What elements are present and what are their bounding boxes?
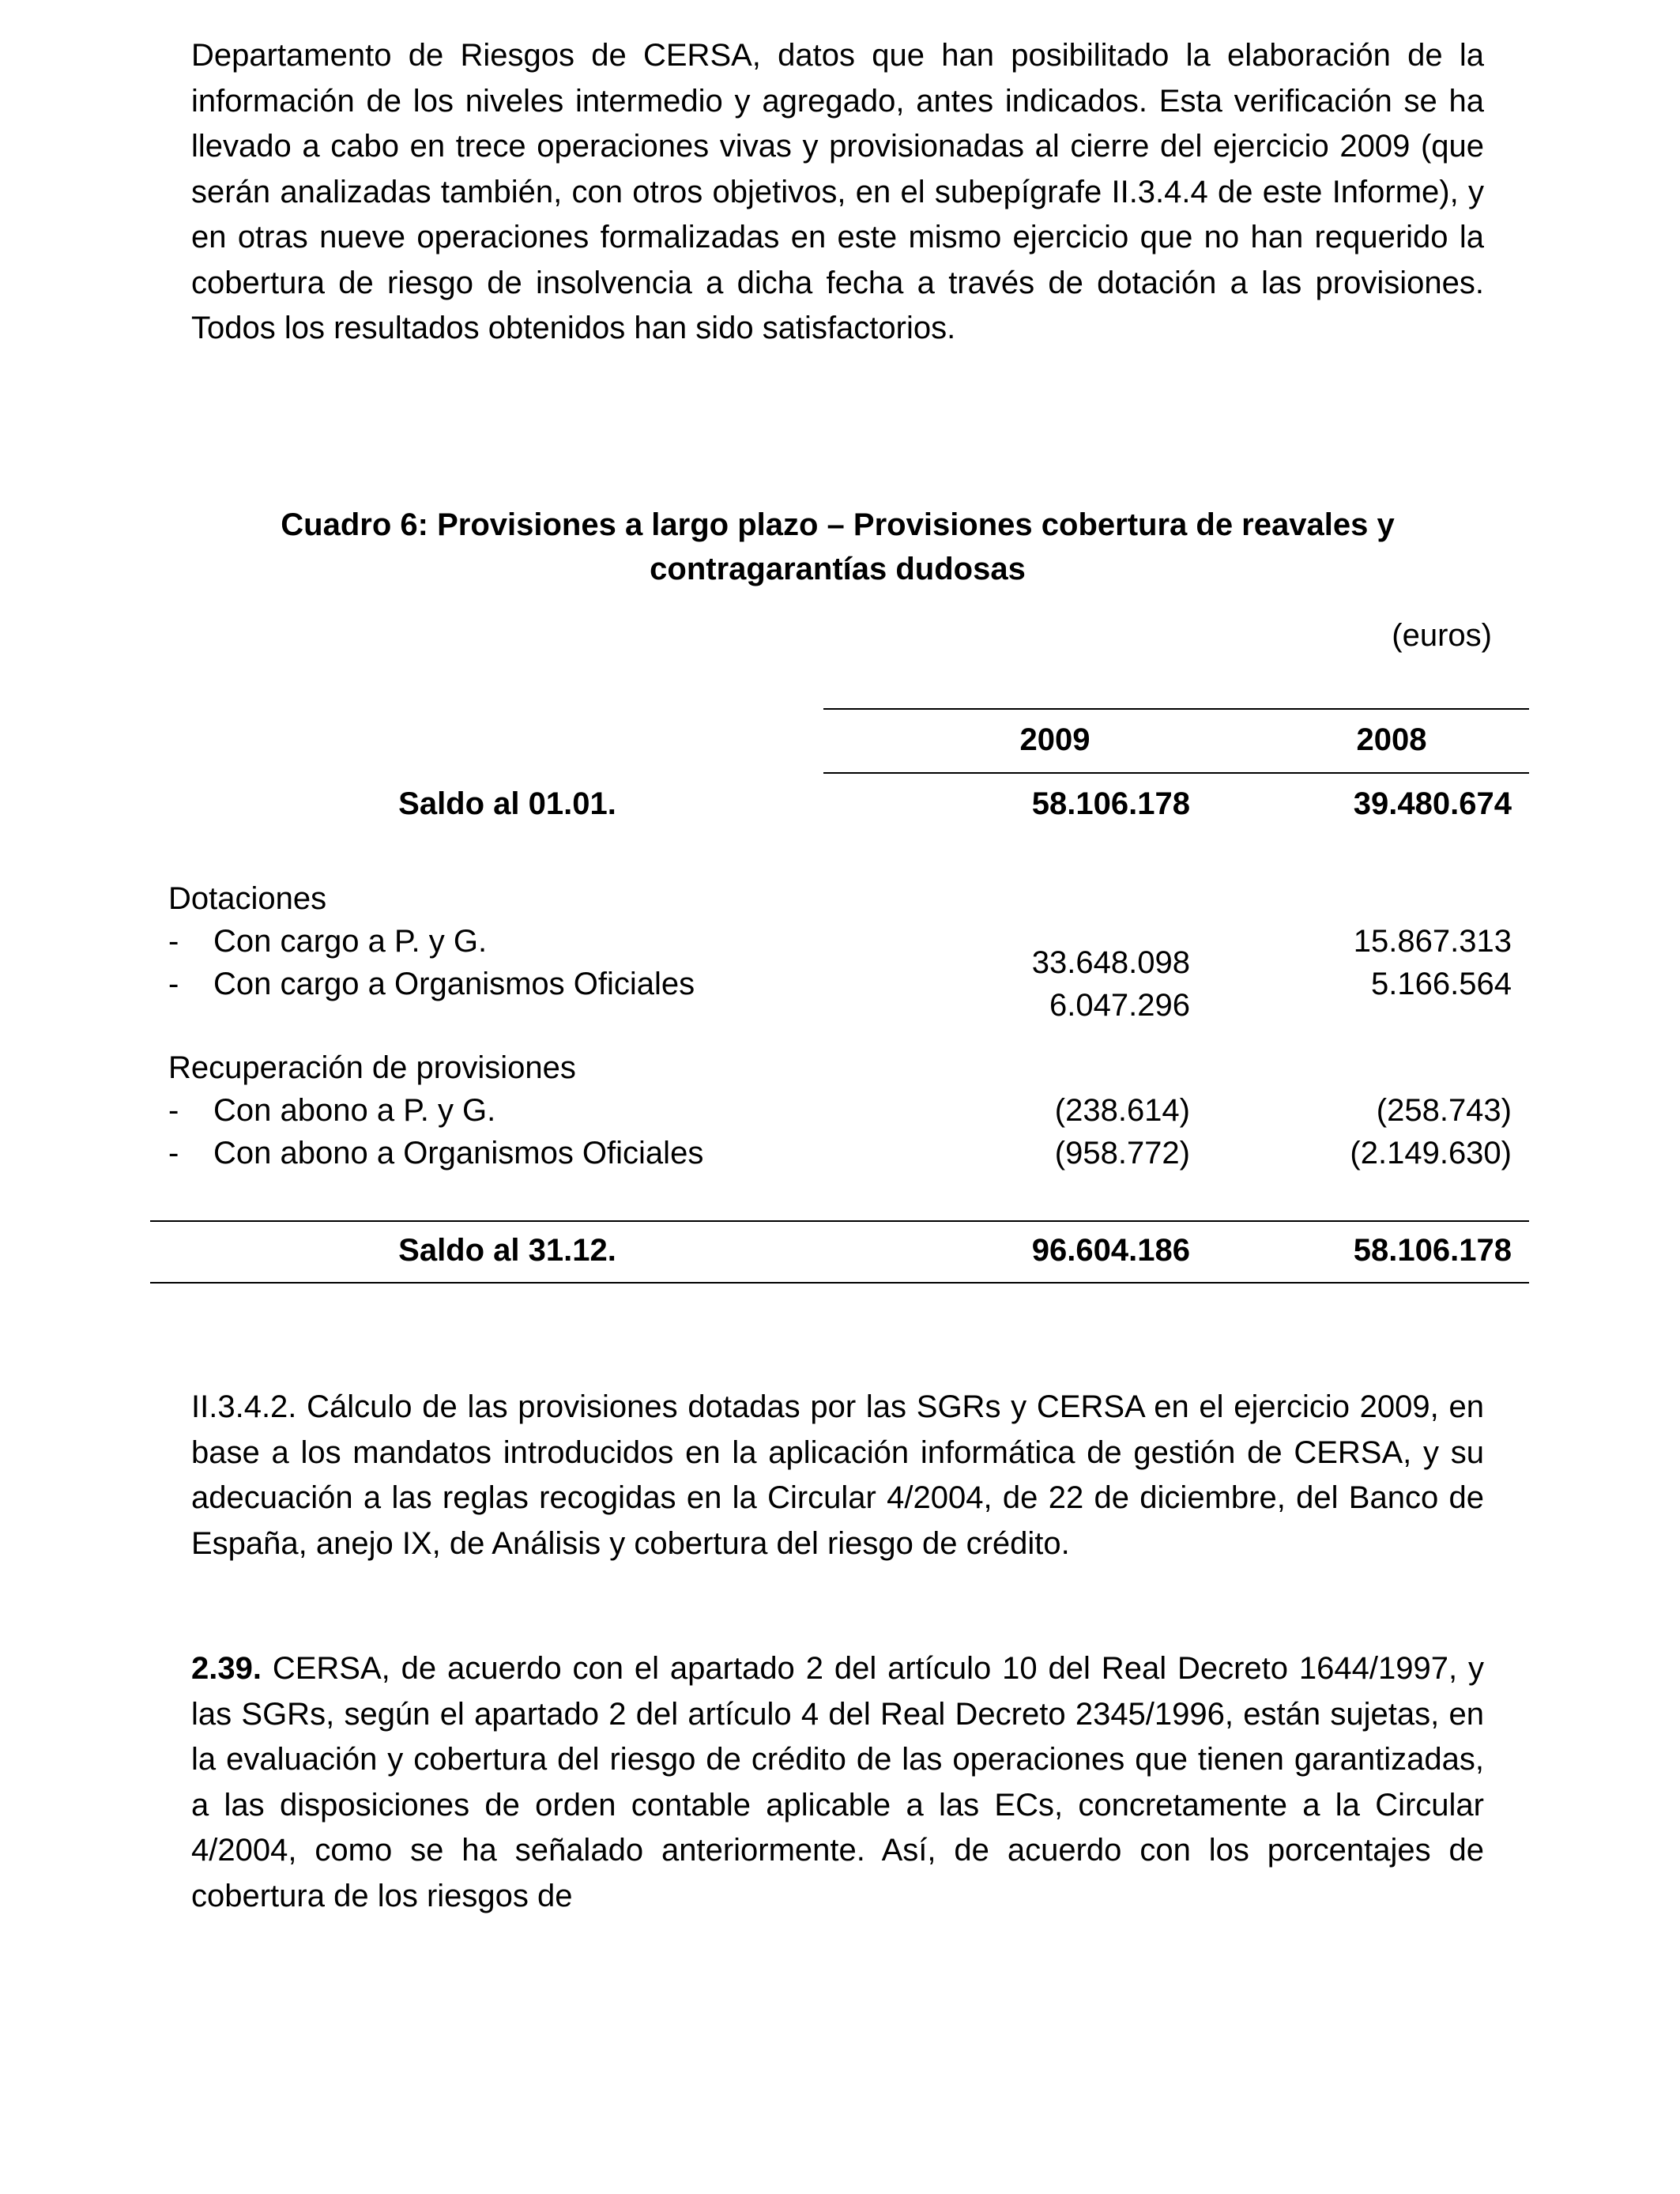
row-label-saldo-inicial: Saldo al 01.01. bbox=[398, 786, 616, 821]
header-bottom-rule bbox=[823, 772, 1529, 774]
dash-marker: - bbox=[168, 924, 179, 959]
table-title-line1: Cuadro 6: Provisiones a largo plazo – Provisiones cobertura de reavales y bbox=[281, 507, 1395, 542]
row-label-saldo-final: Saldo al 31.12. bbox=[398, 1233, 616, 1268]
row-label-abono-pyg: Con abono a P. y G. bbox=[213, 1093, 496, 1128]
dotacion-pyg-2008: 15.867.313 bbox=[1353, 924, 1512, 959]
row-label-abono-organismos: Con abono a Organismos Oficiales bbox=[213, 1136, 704, 1171]
row-label-dotaciones: Dotaciones bbox=[168, 881, 327, 916]
saldo-inicial-2008: 39.480.674 bbox=[1353, 786, 1512, 821]
dash-marker: - bbox=[168, 1093, 179, 1128]
table-unit: (euros) bbox=[1392, 618, 1492, 653]
paragraph-2-39 bbox=[191, 1646, 1484, 1919]
table-title-line2: contragarantías dudosas bbox=[650, 552, 1026, 586]
intro-paragraph: Departamento de Riesgos de CERSA, datos que han posibilitado la elaboración de la información de los niveles intermedio y agregado, antes indicados. Esta verificación se ha llevado a cabo en trece operaciones vivas y provisionadas al cierre del ejercicio 2009 (que serán analizadas también, con otros objetivos, en el subepígrafe II.3.4.4 de este Informe), y en otras nueve operaciones formalizadas en este mismo ejercicio que no han requerido la cobertura de riesgo de insolvencia a dicha fecha a través de dotación a las provisiones. Todos los resultados obtenidos han sido satisfactorios. bbox=[191, 38, 1484, 345]
saldo-inicial-2009: 58.106.178 bbox=[1031, 786, 1190, 821]
dash-marker: - bbox=[168, 1136, 179, 1171]
paragraph-number: 2.39. bbox=[191, 1651, 262, 1686]
paragraph-text: CERSA, de acuerdo con el apartado 2 del artículo 10 del Real Decreto 1644/1997, y las SGRs, según el apartado 2 del artículo 4 del Real Decreto 2345/1996, están sujetas, en la evaluación y cobertura del riesgo de crédito de las operaciones que tienen garantizadas, a las disposiciones de orden contable aplicable a las ECs, concretamente a la Circular 4/2004, como se ha señalado anteriormente. Así, de acuerdo con los porcentajes de cobertura de los riesgos de bbox=[191, 1651, 1484, 1913]
column-header-2008: 2008 bbox=[1356, 722, 1427, 757]
column-header-2009: 2009 bbox=[1019, 722, 1090, 757]
saldo-final-2008: 58.106.178 bbox=[1353, 1233, 1512, 1268]
saldo-final-2009: 96.604.186 bbox=[1031, 1233, 1190, 1268]
recuperacion-organismos-2009: (958.772) bbox=[1054, 1136, 1190, 1171]
row-label-cargo-organismos: Con cargo a Organismos Oficiales bbox=[213, 967, 695, 1001]
header-top-rule bbox=[823, 708, 1529, 710]
dotacion-organismos-2008: 5.166.564 bbox=[1371, 967, 1512, 1001]
table-title bbox=[158, 503, 1517, 591]
recuperacion-pyg-2009: (238.614) bbox=[1054, 1093, 1190, 1128]
dash-marker: - bbox=[168, 967, 179, 1001]
row-label-cargo-pyg: Con cargo a P. y G. bbox=[213, 924, 488, 959]
dotacion-organismos-2009: 6.047.296 bbox=[1049, 988, 1190, 1023]
total-bottom-rule bbox=[150, 1282, 1529, 1284]
row-label-recuperacion: Recuperación de provisiones bbox=[168, 1050, 576, 1085]
recuperacion-organismos-2008: (2.149.630) bbox=[1350, 1136, 1512, 1171]
recuperacion-pyg-2008: (258.743) bbox=[1376, 1093, 1512, 1128]
total-top-rule bbox=[150, 1220, 1529, 1222]
section-paragraph: II.3.4.2. Cálculo de las provisiones dotadas por las SGRs y CERSA en el ejercicio 2009, en base a los mandatos introducidos en la aplicación informática de gestión de CERSA, y su adecuación a las reglas recogidas en la Circular 4/2004, de 22 de diciembre, del Banco de España, anejo IX, de Análisis y cobertura del riesgo de crédito. bbox=[191, 1389, 1484, 1561]
dotacion-pyg-2009: 33.648.098 bbox=[1031, 945, 1190, 980]
